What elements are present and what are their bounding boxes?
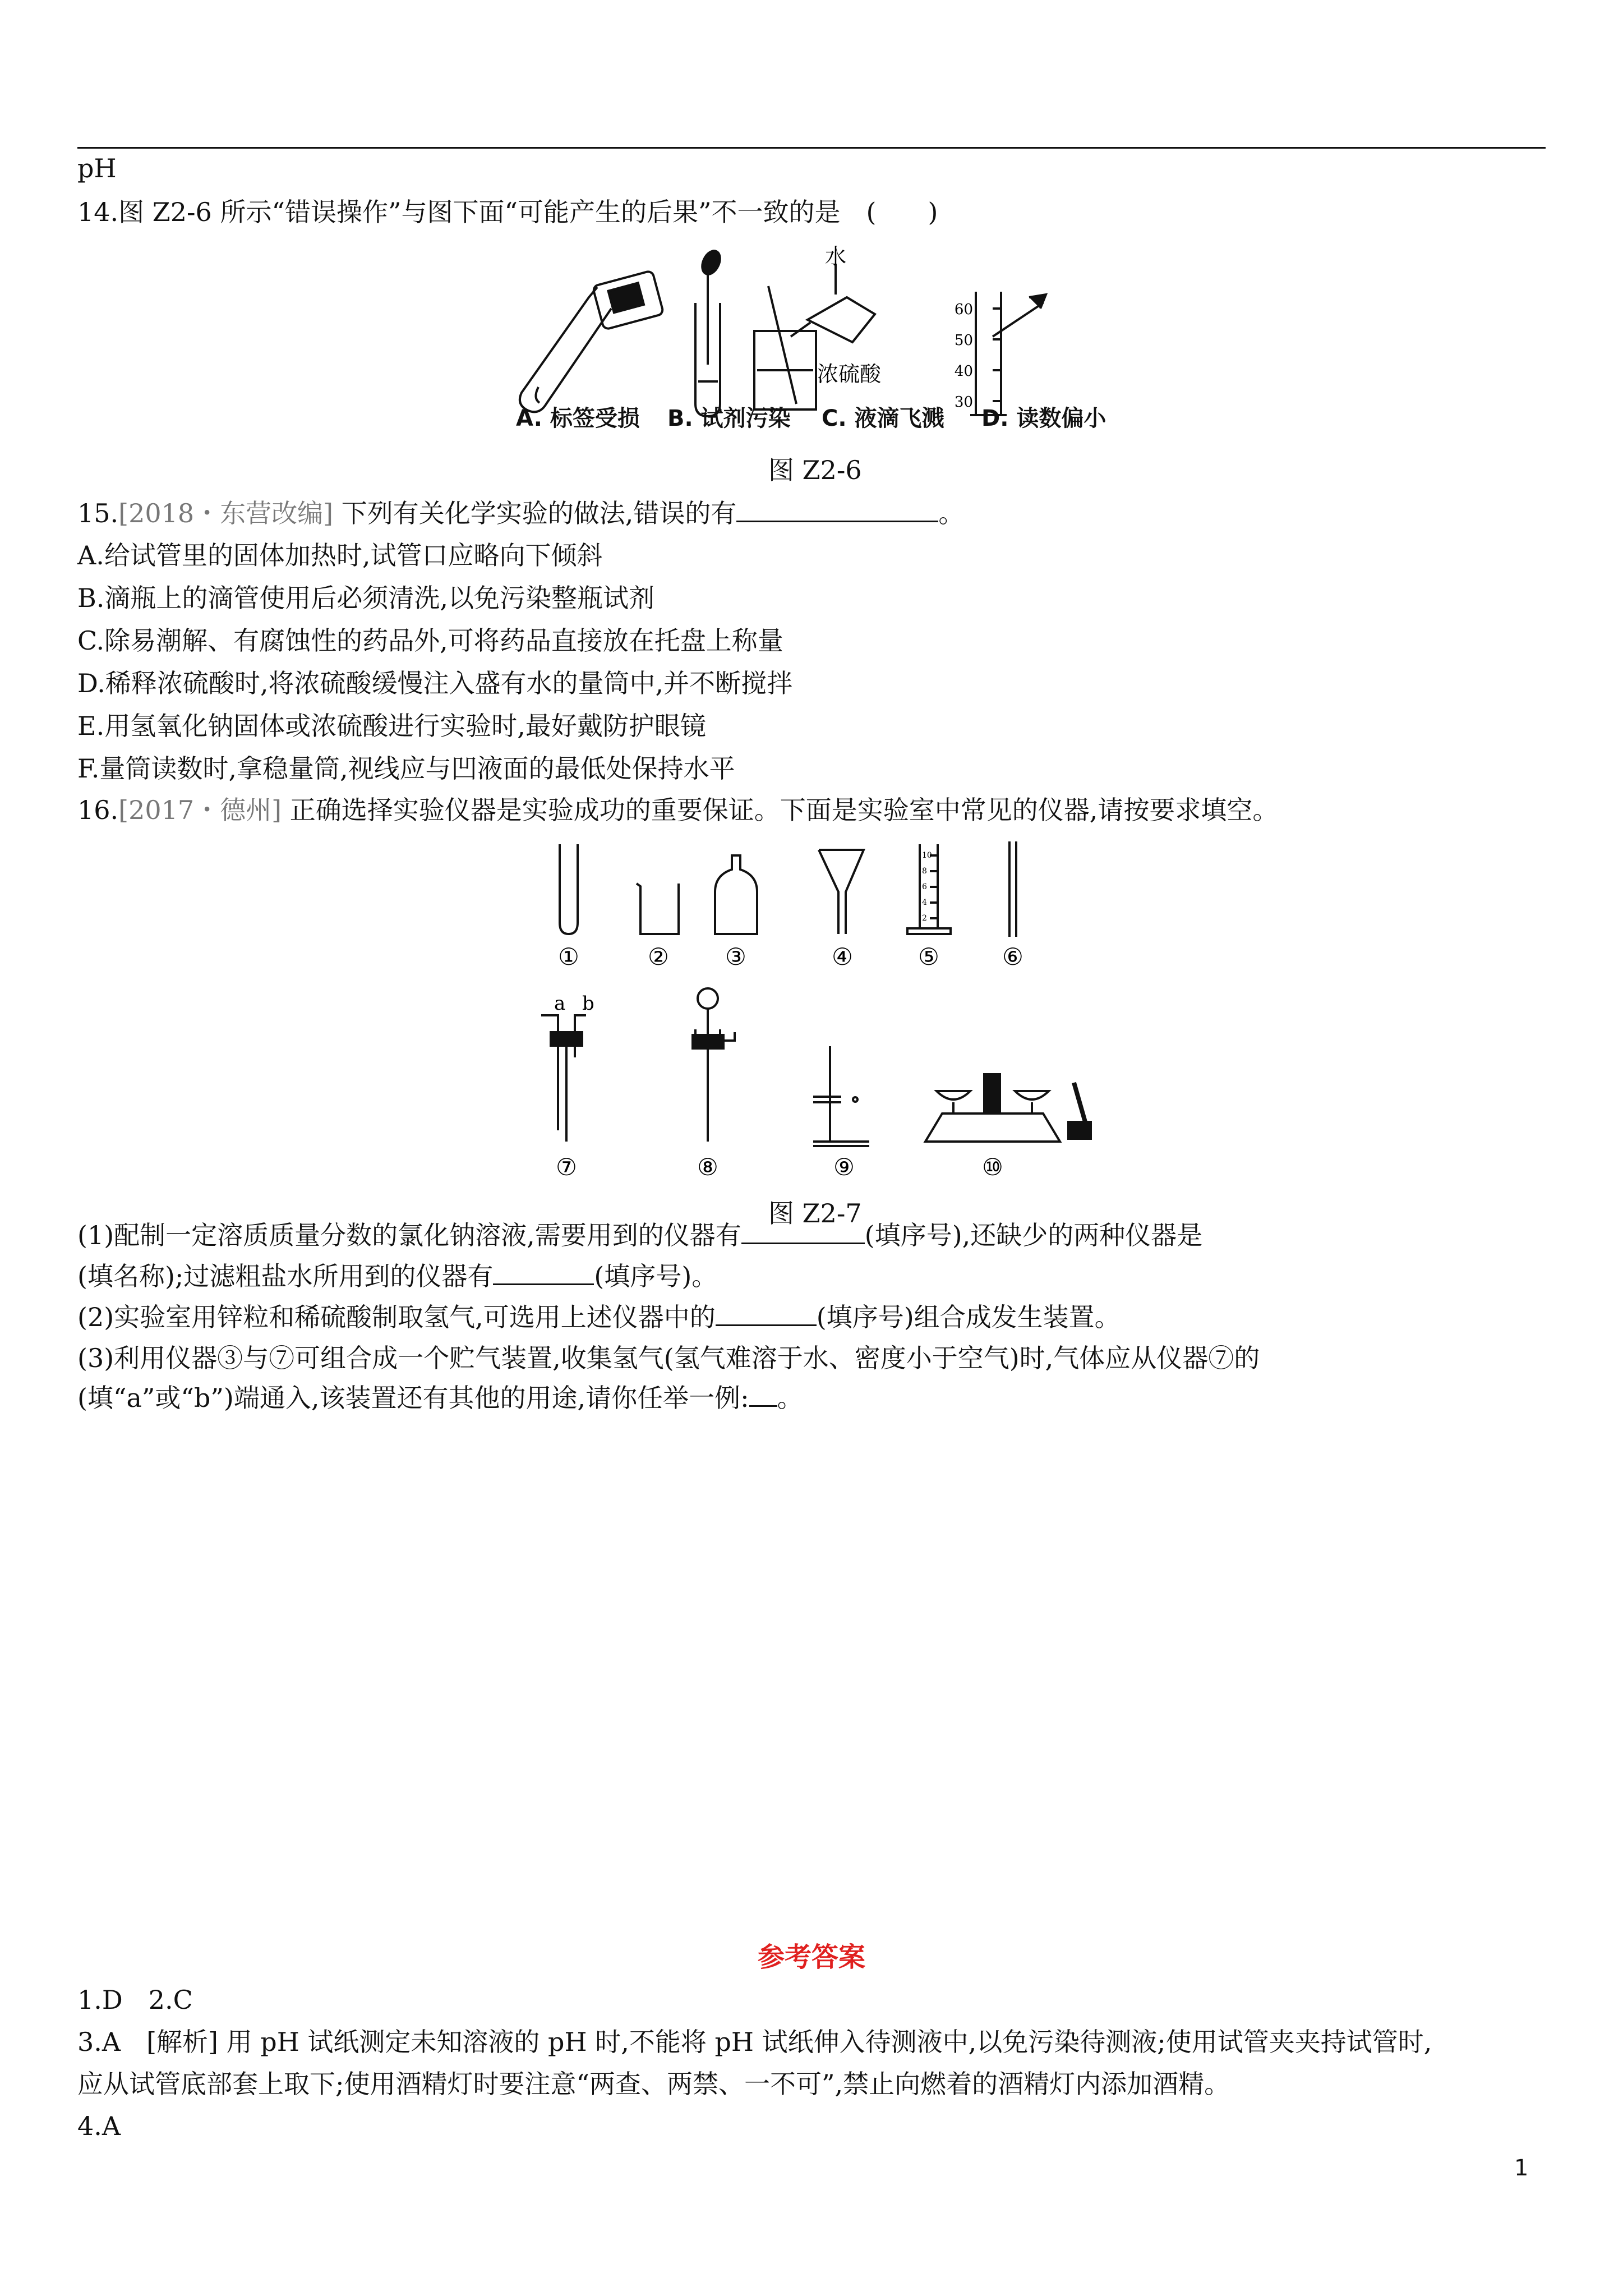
answers-line-3: 应从试管底部套上取下;使用酒精灯时要注意“两查、两禁、一不可”,禁止向燃着的酒精灯内添加酒精。 [77,2069,1230,2099]
figure-z2-7 [533,839,1094,1194]
fig-a-pouring-tube [520,270,664,412]
instrument-2-beaker [637,884,679,934]
q16-p1a: (1)配制一定溶质质量分数的氯化钠溶液,需要用到的仪器有 [77,1220,741,1250]
cyl-tick-2: 2 [922,914,927,923]
q16-p2a: (2)实验室用锌粒和稀硫酸制取氢气,可选用上述仪器中的 [77,1302,716,1332]
tube-label-a: a [554,992,566,1015]
instrument-6-glass-rod [1009,841,1016,937]
q14-option-d: D. 读数偏小 [981,406,1106,431]
q15-answer-blank[interactable] [736,498,938,522]
q16-number: 16. [77,795,119,825]
label-3: ③ [725,943,746,970]
fig-c-dilution [754,264,875,409]
q16-p3-blank[interactable] [749,1383,777,1407]
fig-d-cylinder-reading [970,292,1046,415]
label-2: ② [648,943,669,970]
fig-b-dropper-tube [695,248,723,416]
q16-p1d: (填序号)。 [594,1261,718,1291]
figure-z2-6-caption: 图 Z2-6 [768,455,862,485]
instrument-4-funnel [819,850,864,934]
instrument-1-test-tube [560,844,578,934]
label-9: ⑨ [833,1153,855,1181]
q16-part3-line2 [77,1381,803,1415]
label-8: ⑧ [697,1153,718,1181]
q16-source: [2017・德州] [118,795,282,825]
label-7: ⑦ [556,1153,577,1181]
q16-p3c: 。 [777,1383,803,1413]
label-5: ⑤ [918,943,939,970]
q14-option-b: B. 试剂污染 [667,406,791,431]
q16-p1-blank-2[interactable] [493,1261,594,1285]
q16-p3b: (填“a”或“b”)端通入,该装置还有其他的用途,请你任举一例: [77,1383,749,1413]
q15-option-a: A.给试管里的固体加热时,试管口应略向下倾斜 [77,540,603,570]
page-number: 1 [1514,2155,1529,2181]
header-fragment: pH [77,153,117,183]
instrument-3-bottle [715,855,757,934]
q15-end: 。 [938,498,965,528]
tube-label-b: b [582,992,594,1015]
q15-number: 15. [77,498,119,528]
q16-p2b: (填序号)组合成发生装置。 [816,1302,1121,1332]
cyl-tick-6: 6 [922,882,927,891]
q16-p1-blank-1[interactable] [741,1220,865,1244]
q14-option-c: C. 液滴飞溅 [822,406,944,431]
q16-part1-line2 [77,1259,717,1293]
q16-stem [77,793,1278,827]
q14-option-a: A. 标签受损 [516,406,640,431]
instrument-9-iron-stand [813,1046,869,1146]
instrument-7-gas-tube [541,1015,586,1142]
top-rule [77,147,1546,149]
answers-title: 参考答案 [757,1941,865,1973]
scale-tick-60: 60 [954,301,973,318]
figure-z2-7-caption: 图 Z2-7 [768,1198,862,1228]
q16-text: 正确选择实验仪器是实验成功的重要保证。下面是实验室中常见的仪器,请按要求填空。 [289,795,1279,825]
q15-text: 下列有关化学实验的做法,错误的有 [341,498,737,528]
answers-line-4: 4.A [77,2111,121,2141]
instrument-8-long-funnel [693,988,735,1142]
q16-p1b: (填序号),还缺少的两种仪器是 [864,1220,1203,1250]
q15-stem [77,496,964,530]
q15-option-b: B.滴瓶上的滴管使用后必须清洗,以免污染整瓶试剂 [77,583,655,613]
scale-tick-50: 50 [954,332,973,349]
q15-option-d: D.稀释浓硫酸时,将浓硫酸缓慢注入盛有水的量筒中,并不断搅拌 [77,668,793,698]
label-1: ① [558,943,579,970]
q16-p1c: (填名称);过滤粗盐水所用到的仪器有 [77,1261,494,1291]
q16-part3-line1: (3)利用仪器③与⑦可组合成一个贮气装置,收集氢气(氢气难溶于水、密度小于空气)时,气体应从仪器⑦的 [77,1343,1260,1373]
q16-part2 [77,1300,1121,1334]
q15-source: [2018・东营改编] [118,498,334,528]
acid-label: 浓硫酸 [817,362,882,386]
q15-option-c: C.除易潮解、有腐蚀性的药品外,可将药品直接放在托盘上称量 [77,625,783,656]
label-10: ⑩ [982,1153,1003,1181]
q14-text: 14.图 Z2-6 所示“错误操作”与图下面“可能产生的后果”不一致的是 ( ) [77,197,938,227]
cyl-tick-8: 8 [922,867,927,876]
cyl-tick-10: 10 [922,851,932,860]
cyl-tick-4: 4 [922,898,927,907]
scale-tick-30: 30 [954,394,973,411]
q16-p2-blank[interactable] [716,1302,817,1326]
water-label: 水 [824,244,847,269]
answers-line-2: 3.A [解析] 用 pH 试纸测定未知溶液的 pH 时,不能将 pH 试纸伸入待测液中,以免污染待测液;使用试管夹夹持试管时, [77,2027,1432,2057]
label-6: ⑥ [1002,943,1023,970]
instrument-10-balance [925,1074,1091,1142]
answers-line-1: 1.D 2.C [77,1985,193,2015]
q15-option-f: F.量筒读数时,拿稳量筒,视线应与凹液面的最低处保持水平 [77,753,735,784]
scale-tick-40: 40 [954,363,973,380]
q16-part1-line1 [77,1218,1202,1252]
label-4: ④ [832,943,853,970]
q15-option-e: E.用氢氧化钠固体或浓硫酸进行实验时,最好戴防护眼镜 [77,711,706,741]
